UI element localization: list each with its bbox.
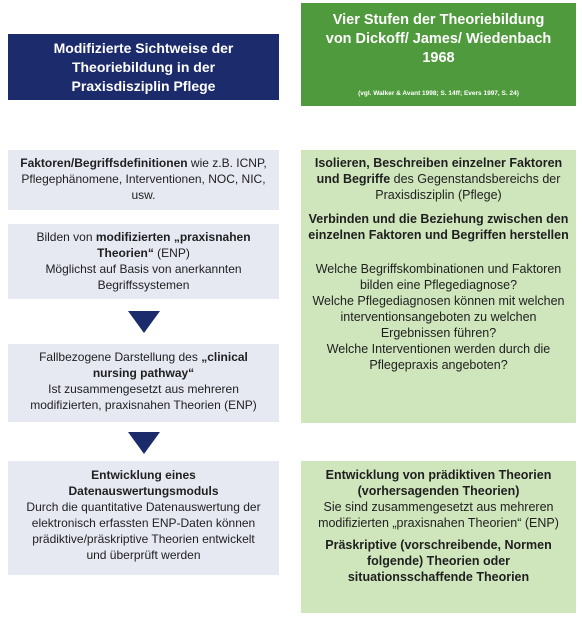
right-box-1-q1: Welche Begriffskombinationen und Faktoren bilden eine Pflegediagnose? <box>315 262 562 292</box>
right-box-1-bold1: Isolieren, Beschreiben einzelner Faktoren und Begriffe <box>314 156 563 186</box>
left-box-3-bold: „clinical nursing pathway“ <box>92 350 248 380</box>
right-box-2-bold1: Entwicklung von prädiktiven Theorien (vorhersagenden Theorien) <box>325 468 552 498</box>
left-box-data-module <box>8 461 279 575</box>
left-header <box>8 34 279 100</box>
left-header-line2: Theoriebildung in der <box>71 59 216 75</box>
left-box-2-pre: Bilden von <box>36 230 96 244</box>
left-header-line3: Praxisdisziplin Pflege <box>71 78 216 94</box>
right-header <box>301 3 576 106</box>
left-box-4-text: Durch die quantitative Datenauswertung der elektronisch erfassten ENP-Daten können prädiktive/präskriptive Theorien entwickelt und überprüft werden <box>26 500 261 562</box>
left-box-pathway <box>8 344 279 422</box>
right-box-predictive <box>301 461 576 613</box>
left-box-2-post: (ENP) <box>153 246 190 260</box>
right-box-1-bold2: Verbinden und die Beziehung zwischen den einzelnen Faktoren und Begriffen herstellen <box>308 212 569 242</box>
left-box-modified-theories <box>8 224 279 299</box>
left-box-3-pre: Fallbezogene Darstellung des <box>39 350 202 364</box>
down-arrow-2 <box>128 432 160 454</box>
left-box-2-bold: modifizierten „praxisnahen Theorien“ <box>95 230 251 260</box>
down-arrow-1 <box>128 311 160 333</box>
right-box-2-bold2: Präskriptive (vorschreibende, Normen folgende) Theorien oder situationsschaffende Theorien <box>325 538 552 584</box>
left-box-3-text: Ist zusammengesetzt aus mehreren modifizierten, praxisnahen Theorien (ENP) <box>30 382 257 412</box>
right-header-line3: 1968 <box>422 50 455 66</box>
right-header-line1: Vier Stufen der Theoriebildung <box>332 12 545 28</box>
right-box-1-q3: Welche Interventionen werden durch die Pflegepraxis angeboten? <box>326 342 551 372</box>
left-box-4-bold: Entwicklung eines Datenauswertungsmoduls <box>68 468 219 498</box>
left-header-line1: Modifizierte Sichtweise der <box>53 40 234 56</box>
right-header-source: (vgl. Walker & Avant 1998; S. 14ff; Evers 1997, S. 24) <box>358 90 519 97</box>
left-box-1-text: wie z.B. ICNP, Pflegephänomene, Interventionen, NOC, NIC, usw. <box>21 156 267 202</box>
left-box-2-text: Möglichst auf Basis von anerkannten Begriffssystemen <box>45 262 242 292</box>
right-box-2-text: Sie sind zusammengesetzt aus mehreren modifizierten „praxisnahen Theorien“ (ENP) <box>318 500 559 530</box>
right-box-1-text1: des Gegenstandsbereichs der Praxisdisziplin (Pflege) <box>375 172 561 202</box>
right-box-stages <box>301 150 576 423</box>
right-box-1-q2: Welche Pflegediagnosen können mit welchen interventionsangeboten zu welchen Ergebnissen führen? <box>312 294 565 340</box>
left-box-1-bold: Faktoren/Begriffsdefinitionen <box>20 156 188 170</box>
left-box-factors <box>8 150 279 210</box>
right-header-line2: von Dickoff/ James/ Wiedenbach <box>325 31 552 47</box>
